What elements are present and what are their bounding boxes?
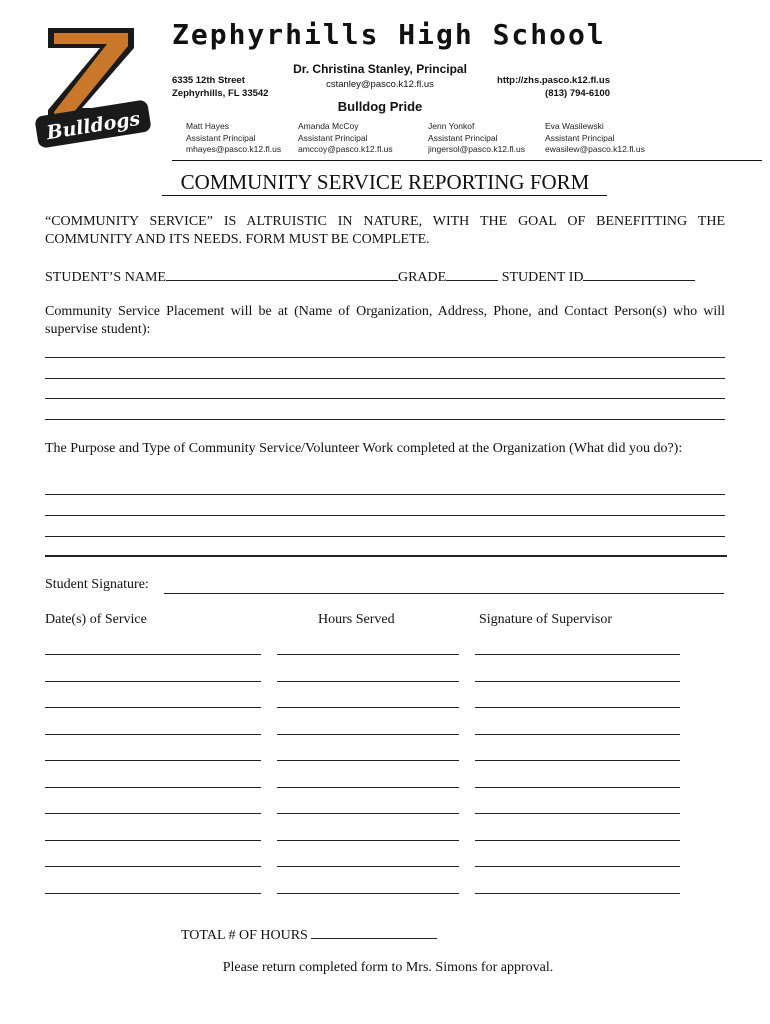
student-signature-field[interactable]	[164, 593, 724, 594]
column-header-dates: Date(s) of Service	[45, 612, 147, 627]
total-hours-label: TOTAL # OF HOURS	[181, 928, 308, 943]
hours-served-field[interactable]	[277, 893, 459, 894]
school-contact	[470, 74, 610, 100]
service-date-field[interactable]	[45, 787, 261, 788]
supervisor-signature-field[interactable]	[475, 734, 680, 735]
hours-served-field[interactable]	[277, 681, 459, 682]
school-motto: Bulldog Pride	[337, 99, 423, 114]
service-date-field[interactable]	[45, 760, 261, 761]
supervisor-signature-field[interactable]	[475, 893, 680, 894]
student-id-field[interactable]	[583, 267, 695, 281]
staff-email: jingersol@pasco.k12.fl.us	[428, 144, 525, 154]
staff-email: amccoy@pasco.k12.fl.us	[298, 144, 393, 154]
supervisor-signature-field[interactable]	[475, 654, 680, 655]
purpose-line[interactable]	[45, 536, 725, 537]
column-header-hours: Hours Served	[318, 612, 395, 627]
school-phone: (813) 794-6100	[545, 88, 610, 99]
staff-title: Assistant Principal	[545, 132, 615, 143]
supervisor-signature-field[interactable]	[475, 840, 680, 841]
address-line1: 6335 12th Street	[172, 75, 245, 86]
total-hours-row	[181, 925, 437, 944]
placement-line[interactable]	[45, 398, 725, 399]
title-underline	[162, 195, 607, 196]
form-intro: “COMMUNITY SERVICE” IS ALTRUISTIC IN NATURE, WITH THE GOAL OF BENEFITTING THE COMMUNITY AND ITS NEEDS. FORM MUST BE COMPLETE.	[45, 214, 725, 247]
service-date-field[interactable]	[45, 654, 261, 655]
supervisor-signature-field[interactable]	[475, 707, 680, 708]
school-website: http://zhs.pasco.k12.fl.us	[497, 75, 610, 86]
address-line2: Zephyrhills, FL 33542	[172, 88, 269, 99]
service-date-field[interactable]	[45, 840, 261, 841]
form-title: COMMUNITY SERVICE REPORTING FORM	[180, 170, 590, 194]
supervisor-signature-field[interactable]	[475, 813, 680, 814]
staff-name: Matt Hayes	[186, 121, 229, 131]
hours-served-field[interactable]	[277, 787, 459, 788]
staff-member	[428, 121, 525, 156]
student-id-label: STUDENT ID	[501, 270, 584, 285]
staff-title: Assistant Principal	[298, 132, 368, 143]
school-address	[172, 74, 268, 100]
student-signature-label: Student Signature:	[45, 577, 149, 592]
hours-served-field[interactable]	[277, 813, 459, 814]
staff-member	[186, 121, 281, 156]
staff-name: Jenn Yonkof	[428, 121, 475, 131]
placement-line[interactable]	[45, 419, 725, 420]
service-date-field[interactable]	[45, 734, 261, 735]
header-divider	[172, 160, 762, 161]
hours-served-field[interactable]	[277, 654, 459, 655]
column-header-supervisor: Signature of Supervisor	[479, 612, 612, 627]
hours-served-field[interactable]	[277, 707, 459, 708]
school-name: Zephyrhills High School	[172, 18, 606, 51]
supervisor-signature-field[interactable]	[475, 760, 680, 761]
supervisor-signature-field[interactable]	[475, 787, 680, 788]
student-name-field[interactable]	[166, 267, 398, 281]
purpose-prompt: The Purpose and Type of Community Service/Volunteer Work completed at the Organization (What did you do?):	[45, 441, 683, 456]
principal-email: cstanley@pasco.k12.fl.us	[326, 79, 434, 90]
service-date-field[interactable]	[45, 893, 261, 894]
logo-text: Bulldogs	[45, 107, 142, 145]
hours-served-field[interactable]	[277, 734, 459, 735]
purpose-line[interactable]	[45, 515, 725, 516]
service-date-field[interactable]	[45, 681, 261, 682]
staff-name: Eva Wasilewski	[545, 121, 604, 131]
student-name-label: STUDENT’S NAME	[45, 270, 166, 285]
placement-line[interactable]	[45, 357, 725, 358]
purpose-line[interactable]	[45, 494, 725, 495]
placement-prompt: Community Service Placement will be at (Name of Organization, Address, Phone, and Contact Person(s) who will supervise student):	[45, 304, 725, 337]
staff-member	[545, 121, 645, 156]
staff-email: mhayes@pasco.k12.fl.us	[186, 144, 282, 154]
supervisor-signature-field[interactable]	[475, 866, 680, 867]
student-info-row	[45, 267, 725, 287]
staff-email: ewasilew@pasco.k12.fl.us	[545, 144, 645, 154]
staff-name: Amanda McCoy	[298, 121, 359, 131]
hours-served-field[interactable]	[277, 760, 459, 761]
grade-field[interactable]	[446, 267, 498, 281]
staff-member	[298, 121, 393, 156]
staff-title: Assistant Principal	[186, 132, 256, 143]
supervisor-signature-field[interactable]	[475, 681, 680, 682]
footer-note: Please return completed form to Mrs. Simons for approval.	[222, 960, 554, 975]
staff-title: Assistant Principal	[428, 132, 498, 143]
grade-label: GRADE	[397, 270, 447, 285]
section-divider	[45, 555, 727, 557]
service-date-field[interactable]	[45, 866, 261, 867]
total-hours-field[interactable]	[311, 925, 437, 939]
hours-served-field[interactable]	[277, 866, 459, 867]
hours-served-field[interactable]	[277, 840, 459, 841]
placement-line[interactable]	[45, 378, 725, 379]
service-date-field[interactable]	[45, 707, 261, 708]
principal-name: Dr. Christina Stanley, Principal	[293, 62, 467, 76]
school-logo	[34, 24, 152, 148]
service-date-field[interactable]	[45, 813, 261, 814]
